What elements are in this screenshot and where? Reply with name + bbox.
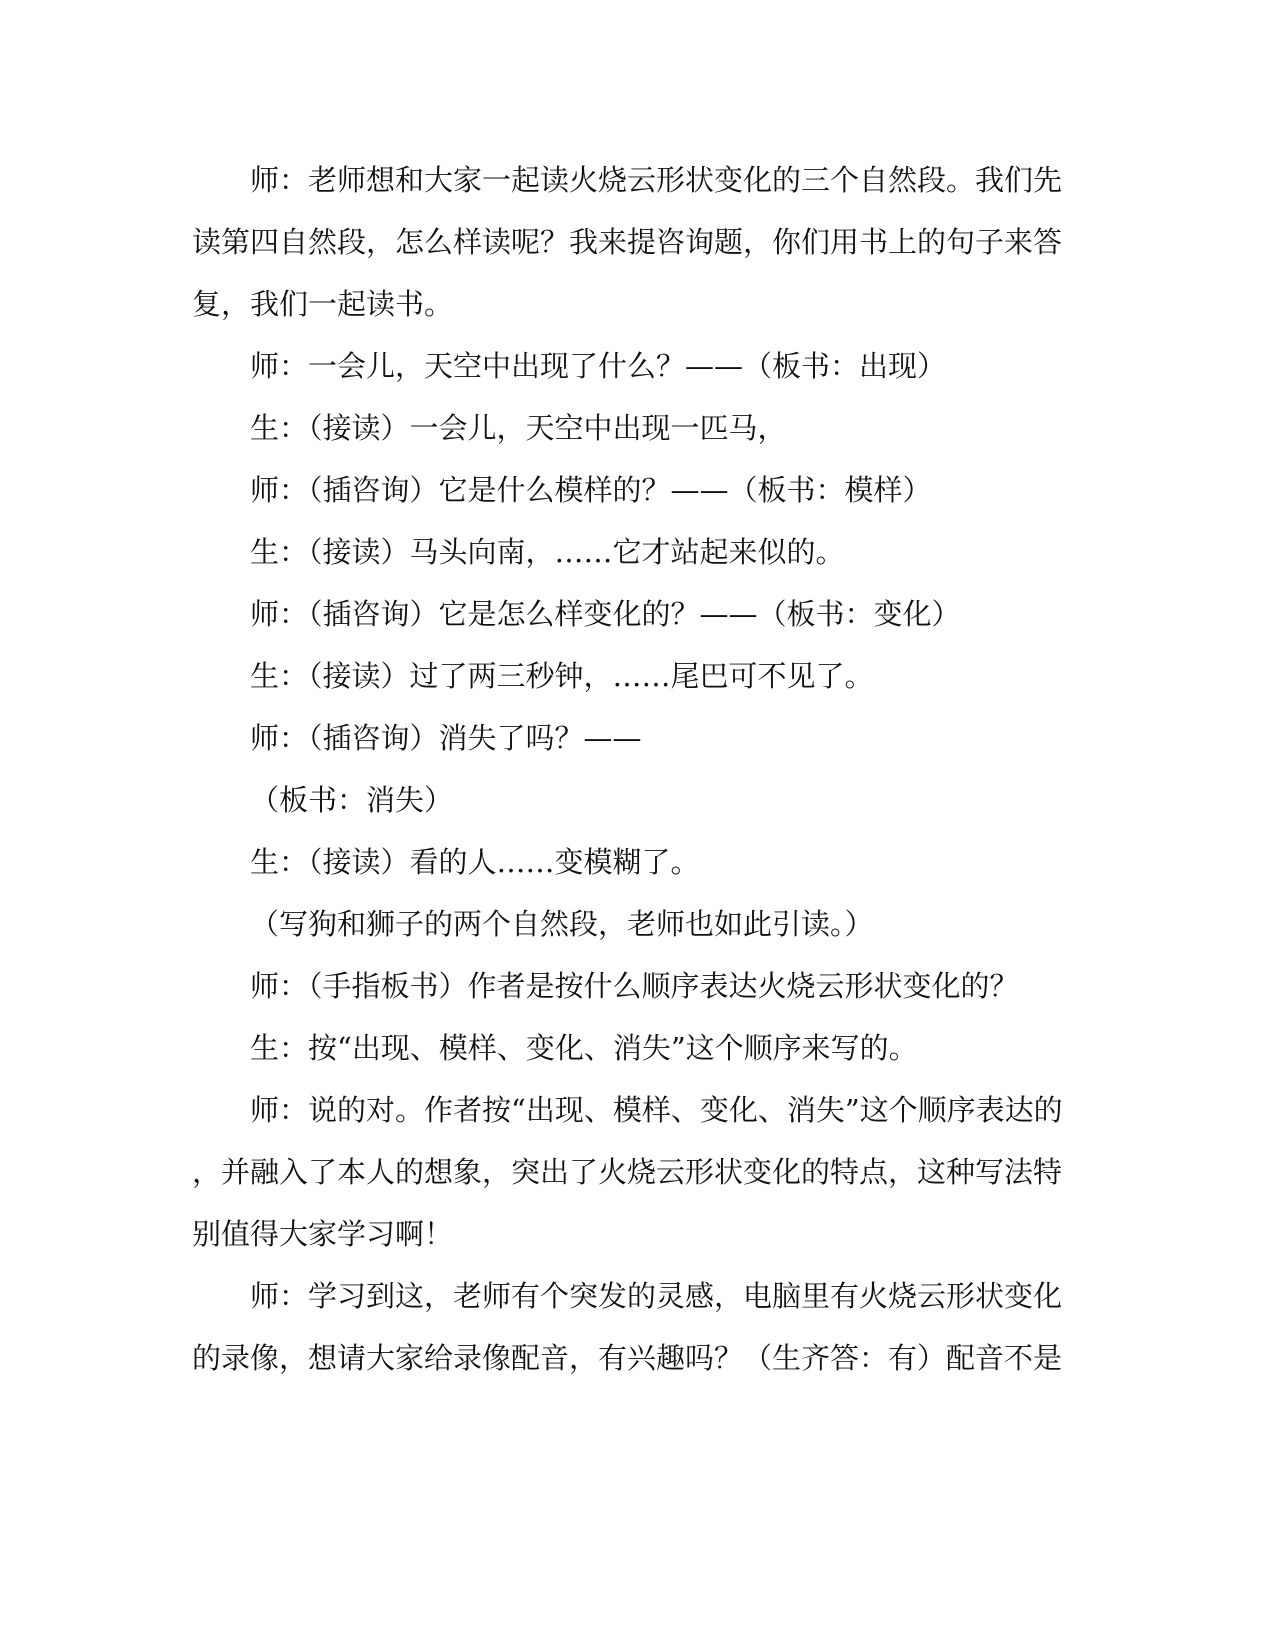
paragraph-line: （板书：消失） <box>250 783 454 817</box>
paragraph-line: 生：（接读）马头向南，……它才站起来似的。 <box>250 535 845 569</box>
paragraph-line: 师：（手指板书）作者是按什么顺序表达火烧云形状变化的？ <box>250 969 1019 1003</box>
paragraph-line: 师：一会儿，天空中出现了什么？——（板书：出现） <box>250 349 947 383</box>
paragraph-line: 师：说的对。作者按“出现、模样、变化、消失”这个顺序表达的 <box>250 1093 1063 1127</box>
paragraph-line: 师：老师想和大家一起读火烧云形状变化的三个自然段。我们先 <box>250 163 1063 197</box>
paragraph-line: ，并融入了本人的想象，突出了火烧云形状变化的特点，这种写法特 <box>192 1155 1063 1189</box>
paragraph-line: 的录像，想请大家给录像配音，有兴趣吗？（生齐答：有）配音不是 <box>192 1341 1063 1375</box>
paragraph-line: 师：（插咨询）消失了吗？—— <box>250 721 642 755</box>
paragraph-line: 师：学习到这，老师有个突发的灵感，电脑里有火烧云形状变化 <box>250 1279 1063 1313</box>
paragraph-line: （写狗和狮子的两个自然段，老师也如此引读。） <box>250 907 874 941</box>
paragraph-line: 生：（接读）看的人……变模糊了。 <box>250 845 700 879</box>
paragraph-line: 师：（插咨询）它是什么模样的？——（板书：模样） <box>250 473 932 507</box>
paragraph-line: 生：（接读）过了两三秒钟，……尾巴可不见了。 <box>250 659 874 693</box>
paragraph-line: 复，我们一起读书。 <box>192 287 454 321</box>
paragraph-line: 师：（插咨询）它是怎么样变化的？——（板书：变化） <box>250 597 961 631</box>
paragraph-line: 生：按“出现、模样、变化、消失”这个顺序来写的。 <box>250 1031 918 1065</box>
paragraph-line: 别值得大家学习啊！ <box>192 1217 454 1251</box>
paragraph-line: 生：（接读）一会儿，天空中出现一匹马， <box>250 411 787 445</box>
paragraph-line: 读第四自然段，怎么样读呢？我来提咨询题，你们用书上的句子来答 <box>192 225 1063 259</box>
